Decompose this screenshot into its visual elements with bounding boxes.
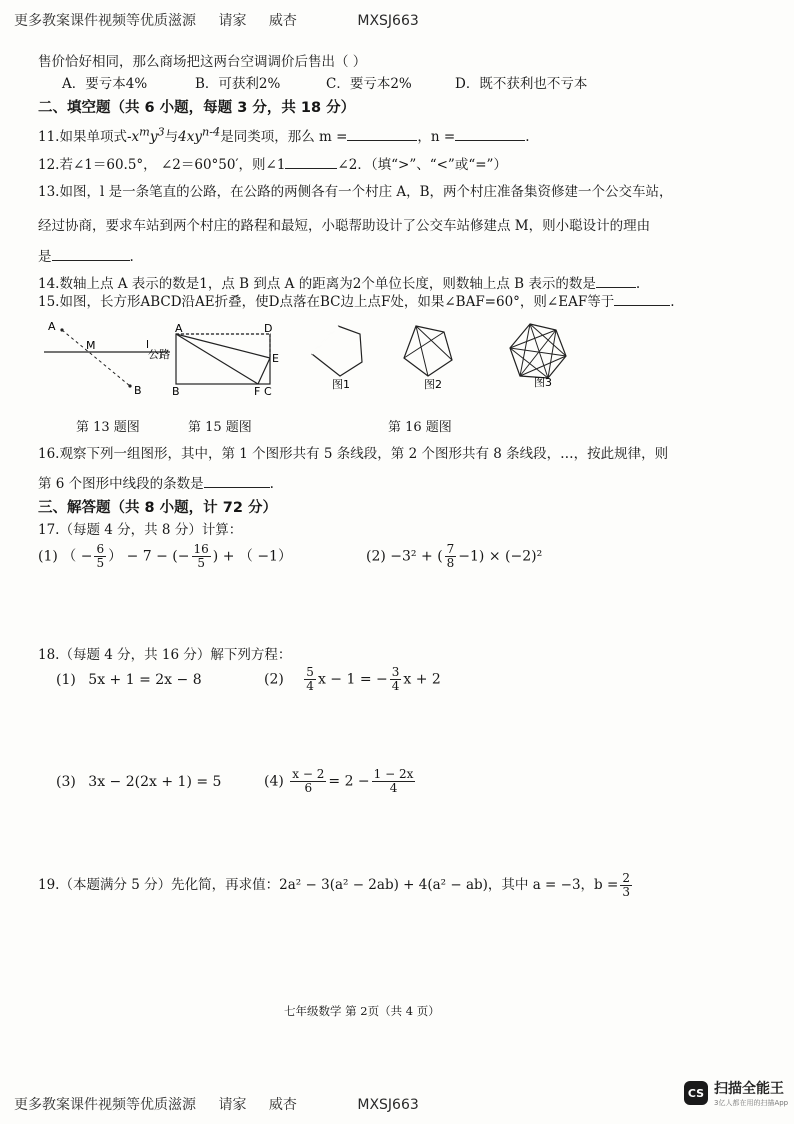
q18-frac3-den: 6 — [304, 781, 313, 795]
fig16-1-shape — [312, 326, 362, 376]
q19-frac — [620, 872, 632, 899]
q18-part4 — [264, 768, 417, 795]
q18-p4-a: = 2 − — [328, 773, 370, 790]
q15-end: . — [670, 294, 675, 310]
q18-frac1-den: 4 — [306, 679, 314, 693]
q11-term1-rest-sup: 3 — [157, 125, 165, 139]
label-fig16-1: 图1 — [332, 378, 350, 391]
label-road: 公路 — [148, 348, 170, 361]
point-a — [60, 328, 63, 331]
q18-frac4-den: 4 — [389, 781, 398, 795]
q18-p2-label: (2) — [264, 671, 284, 688]
q17-p1-b: ） − 7 − — [108, 548, 168, 565]
q17-frac2 — [192, 543, 211, 570]
scanner-logo — [684, 1078, 788, 1108]
page-footer: 七年级数学 第 2页（共 4 页） — [284, 1004, 440, 1018]
q18-frac2-den: 4 — [391, 679, 400, 693]
q17-p2-b: ( — [437, 548, 443, 565]
caption-fig15: 第 15 题图 — [188, 420, 252, 435]
figure-16-3 — [510, 324, 566, 389]
q18-p2-b: x + 2 — [403, 671, 441, 688]
q12-text: 12.若∠1＝60.5°， ∠2＝60°50′，则∠1 — [38, 157, 286, 173]
q17-frac1-den: 5 — [96, 556, 105, 570]
promo-text: 更多教案课件视频等优质滋源 — [14, 13, 196, 29]
label-b15: B — [172, 385, 180, 398]
contact-code-bottom: MXSJ663 — [357, 1097, 419, 1113]
label-c15: C — [264, 385, 272, 398]
caption-fig13: 第 13 题图 — [76, 420, 140, 435]
q13-end: . — [129, 249, 134, 265]
label-fig16-3: 图3 — [534, 376, 552, 389]
label-l13: l — [146, 338, 150, 351]
q18-frac4 — [372, 768, 416, 795]
q18-p4-label: (4) — [264, 773, 284, 790]
contact-code: MXSJ663 — [357, 13, 419, 29]
q13-line2: 经过协商，要求车站到两个村庄的路程和最短，小聪帮助设计了公交车站修建点 M，则小聪设计的理由 — [38, 218, 651, 234]
q17-p1-d: ) + （ −1） — [212, 548, 292, 565]
q11-term2: 4xy — [178, 129, 202, 145]
bottom-watermark — [14, 1094, 437, 1114]
q14-blank[interactable] — [596, 275, 636, 288]
label-d15: D — [264, 322, 273, 335]
q17-p2-a: −3² + — [390, 548, 433, 565]
q17-frac3-num: 7 — [446, 542, 455, 556]
q18-frac1-num: 5 — [306, 665, 314, 679]
q17-frac1-num: 6 — [96, 542, 105, 556]
q17-p2-c: −1) × (−2)² — [458, 548, 543, 565]
label-m13: M — [86, 339, 96, 352]
q18-part1 — [56, 672, 202, 688]
contact-name-bottom: 威杏 — [268, 1097, 297, 1113]
q16-line2-text: 第 6 个图形中线段的条数是 — [38, 476, 204, 492]
q10-option-a: A．要亏本4% — [62, 76, 148, 92]
q17-part2 — [366, 543, 542, 570]
q18-frac3-num: x − 2 — [292, 767, 325, 781]
brand-title: 扫描全能王 — [714, 1081, 784, 1097]
q17-p1-label: (1) — [38, 548, 58, 565]
q11-end: . — [525, 129, 530, 145]
q11-term1-sup: m — [139, 125, 150, 139]
q18-frac2 — [390, 666, 402, 693]
q15-text: 15.如图，长方形ABCD沿AE折叠，使D点落在BC边上点F处，如果∠BAF=60°，则∠EAF等于 — [38, 294, 615, 310]
q17-part1 — [38, 543, 292, 570]
caption-fig16: 第 16 题图 — [388, 420, 452, 435]
q14-text: 14.数轴上点 A 表示的数是1，点 B 到点 A 的距离为2个单位长度，则数轴上点 B 表示的数是 — [38, 276, 596, 292]
promo-text-bottom: 更多教案课件视频等优质滋源 — [14, 1097, 196, 1113]
q17-frac3-den: 8 — [446, 556, 455, 570]
q18-p1-eq: 5x + 1 = 2x − 8 — [88, 672, 202, 688]
q17-frac3 — [445, 543, 457, 570]
q17-p1-c: (− — [172, 548, 190, 565]
q18-frac3 — [290, 768, 326, 795]
q17-p2-label: (2) — [366, 548, 386, 565]
figure-13 — [44, 320, 170, 397]
question-14 — [38, 272, 640, 292]
question-15 — [38, 290, 675, 310]
q17-p1-a: （ − — [62, 548, 93, 565]
q13-line3-text: 是 — [38, 249, 52, 265]
q11-post: 是同类项，那么 m = — [220, 129, 348, 145]
q18-p1-label: (1) — [56, 672, 76, 688]
q18-title: 18.（每题 4 分，共 16 分）解下列方程： — [38, 647, 292, 663]
label-fig16-2: 图2 — [424, 378, 442, 391]
q19-pre: 19.（本题满分 5 分）先化简，再求值： — [38, 877, 280, 893]
q19-expr: 2a² − 3(a² − 2ab) + 4(a² − ab)，其中 a = −3，b = — [279, 877, 619, 893]
q10-option-b: B．可获利2% — [195, 76, 281, 92]
q12-blank[interactable] — [285, 156, 337, 169]
fig16-2-pentagon — [404, 326, 452, 376]
figure-16-1 — [312, 326, 362, 391]
question-12 — [38, 153, 507, 173]
section-2-title: 二、填空题（共 6 小题，每题 3 分，共 18 分） — [38, 100, 356, 116]
q11-term2-sup: n-4 — [202, 125, 221, 139]
segment-af — [176, 334, 258, 384]
q14-end: . — [635, 276, 641, 292]
figures-row — [30, 316, 630, 416]
q18-frac2-num: 3 — [391, 665, 400, 679]
contact-name: 威杏 — [268, 13, 297, 29]
q17-frac2-num: 16 — [193, 542, 209, 556]
q19-frac-den: 3 — [622, 885, 630, 899]
contact-label: 请家 — [218, 13, 247, 29]
q17-title: 17.（每题 4 分，共 8 分）计算： — [38, 522, 243, 538]
section-3-title: 三、解答题（共 8 小题，计 72 分） — [38, 500, 277, 516]
q11-term1: -x — [126, 129, 140, 145]
q10-option-c: C．要亏本2% — [326, 76, 412, 92]
fold-ae — [176, 334, 270, 358]
q10-option-d: D．既不获利也不亏本 — [455, 76, 588, 92]
q10-line: 售价恰好相同，那么商场把这两台空调调价后售出（ ） — [38, 54, 367, 70]
q13-line1: 13.如图，l 是一条笔直的公路，在公路的两侧各有一个村庄 A，B，两个村庄准备集资修建一个公交车站， — [38, 184, 673, 200]
rect-abcd — [176, 334, 270, 384]
label-a15: A — [175, 322, 183, 335]
q13-line3 — [38, 245, 134, 265]
brand-subtitle: 3亿人都在用的扫描App — [714, 1099, 789, 1107]
q15-blank[interactable] — [614, 293, 670, 306]
q18-part2 — [264, 666, 441, 693]
q11-mid: 与 — [164, 129, 179, 145]
label-b13: B — [134, 384, 142, 397]
q18-part3 — [56, 774, 221, 790]
segment-fe — [258, 358, 270, 384]
q18-p2-a: x − 1 = − — [317, 671, 388, 688]
q11-n-blank[interactable] — [455, 128, 525, 141]
q18-frac4-num: 1 − 2x — [373, 767, 414, 781]
label-a13: A — [48, 320, 56, 333]
q16-blank[interactable] — [204, 475, 270, 488]
contact-label-bottom: 请家 — [218, 1097, 247, 1113]
question-19 — [38, 872, 634, 899]
figure-15 — [172, 322, 279, 398]
q18-p3-label: (3) — [56, 774, 76, 790]
q12-after: ∠2．（填“>”、“<”或“=”） — [337, 157, 507, 173]
top-watermark — [14, 10, 437, 30]
question-11 — [38, 125, 530, 145]
q16-line2 — [38, 472, 274, 492]
q17-frac1 — [94, 543, 106, 570]
q16-end: . — [269, 476, 274, 492]
q11-term1-rest: y — [149, 129, 158, 145]
cs-logo-icon: CS — [684, 1081, 708, 1105]
q11-m-blank[interactable] — [347, 128, 417, 141]
label-e15: E — [272, 352, 279, 365]
label-f15: F — [254, 385, 261, 398]
q13-blank[interactable] — [52, 248, 130, 261]
q18-frac1 — [304, 666, 316, 693]
q18-p3-eq: 3x − 2(2x + 1) = 5 — [88, 774, 222, 790]
q19-frac-num: 2 — [622, 871, 630, 885]
q11-pre: 11.如果单项式 — [38, 129, 127, 145]
q11-n-label: ，n = — [417, 129, 456, 145]
figure-16-2 — [404, 326, 452, 391]
point-b — [128, 384, 131, 387]
q17-frac2-den: 5 — [197, 556, 205, 570]
q16-line1: 16.观察下列一组图形，其中，第 1 个图形共有 5 条线段，第 2 个图形共有 8 条线段，…，按此规律，则 — [38, 446, 669, 462]
segment-ab — [62, 330, 130, 386]
